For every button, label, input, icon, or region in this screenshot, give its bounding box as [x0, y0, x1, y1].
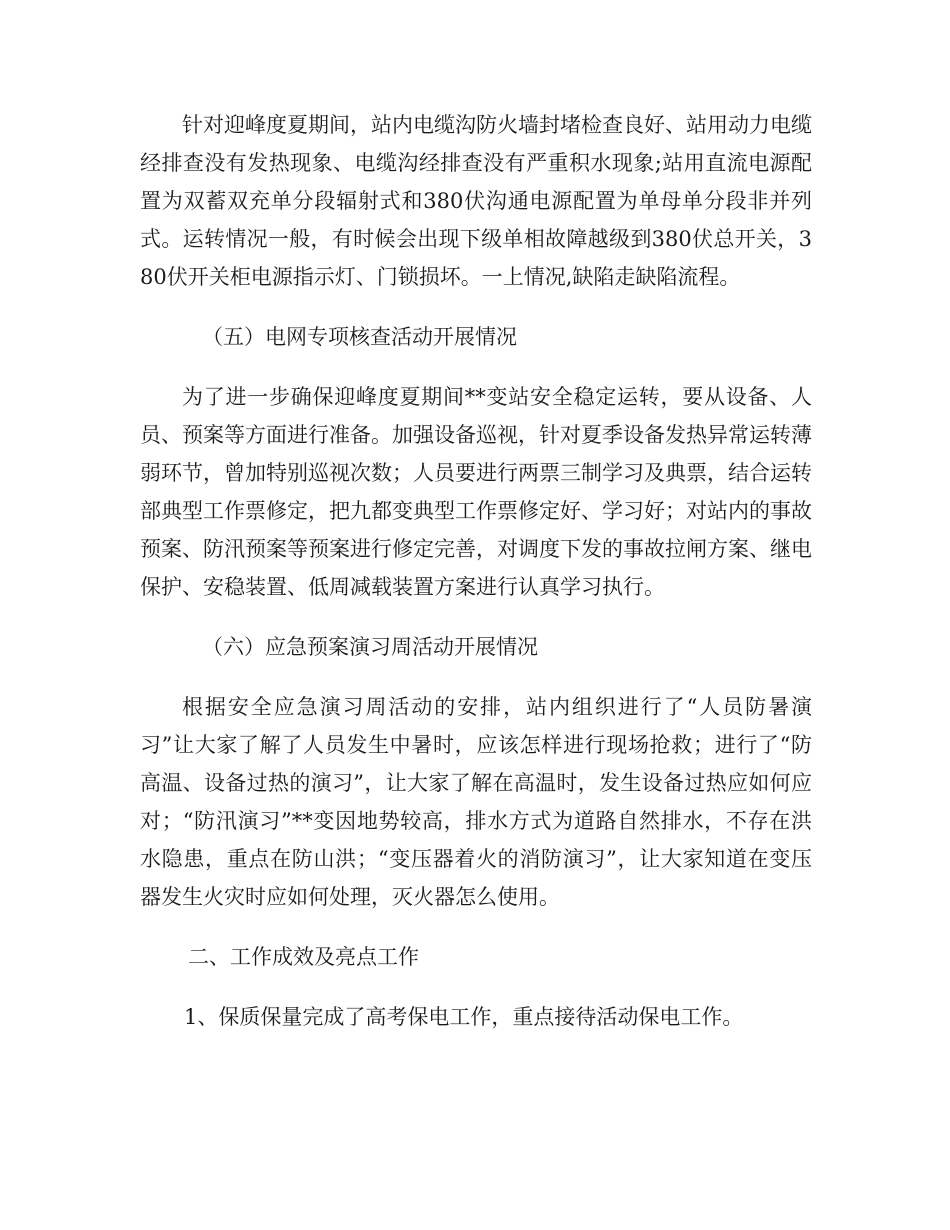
section-heading-achievements: 二、工作成效及亮点工作	[188, 945, 419, 969]
section-heading-emergency-drill: （六）应急预案演习周活动开展情况	[202, 635, 538, 659]
paragraph-grid-check: 为了进一步确保迎峰度夏期间**变站安全稳定运转，要从设备、人员、预案等方面进行准备。加强设备巡视，针对夏季设备发热异常运转薄弱环节，曾加特别巡视次数；人员要进行两票三制学习及典票，结合运转部典型工作票修定，把九都变典型工作票修定好、学习好；对站内的事故预案、防汛预案等预案进行修定完善，对调度下发的事故拉闸方案、继电保护、安稳装置、低周减载装置方案进行认真学习执行。	[140, 385, 812, 599]
paragraph-cable-inspection: 针对迎峰度夏期间，站内电缆沟防火墙封堵检查良好、站用动力电缆经排查没有发热现象、电缆沟经排查没有严重积水现象;站用直流电源配置为双蓄双充单分段辐射式和380伏沟通电源配置为单母单分段非并列式。运转情况一般，有时候会出现下级单相故障越级到380伏总开关，380伏开关柜电源指示灯、门锁损坏。一上情况,缺陷走缺陷流程。	[140, 113, 812, 289]
section-heading-grid-check: （五）电网专项核查活动开展情况	[202, 325, 517, 349]
paragraph-emergency-drill: 根据安全应急演习周活动的安排，站内组织进行了“人员防暑演习”让大家了解了人员发生中暑时，应该怎样进行现场抢救；进行了“防高温、设备过热的演习”，让大家了解在高温时，发生设备过热应如何应对；“防汛演习”**变因地势较高，排水方式为道路自然排水，不存在洪水隐患，重点在防山洪；“变压器着火的消防演习”，让大家知道在变压器发生火灾时应如何处理，灭火器怎么使用。	[140, 695, 812, 909]
document-body	[140, 106, 812, 1036]
list-item-achievement-1: 1、保质保量完成了高考保电工作，重点接待活动保电工作。	[184, 1005, 744, 1029]
